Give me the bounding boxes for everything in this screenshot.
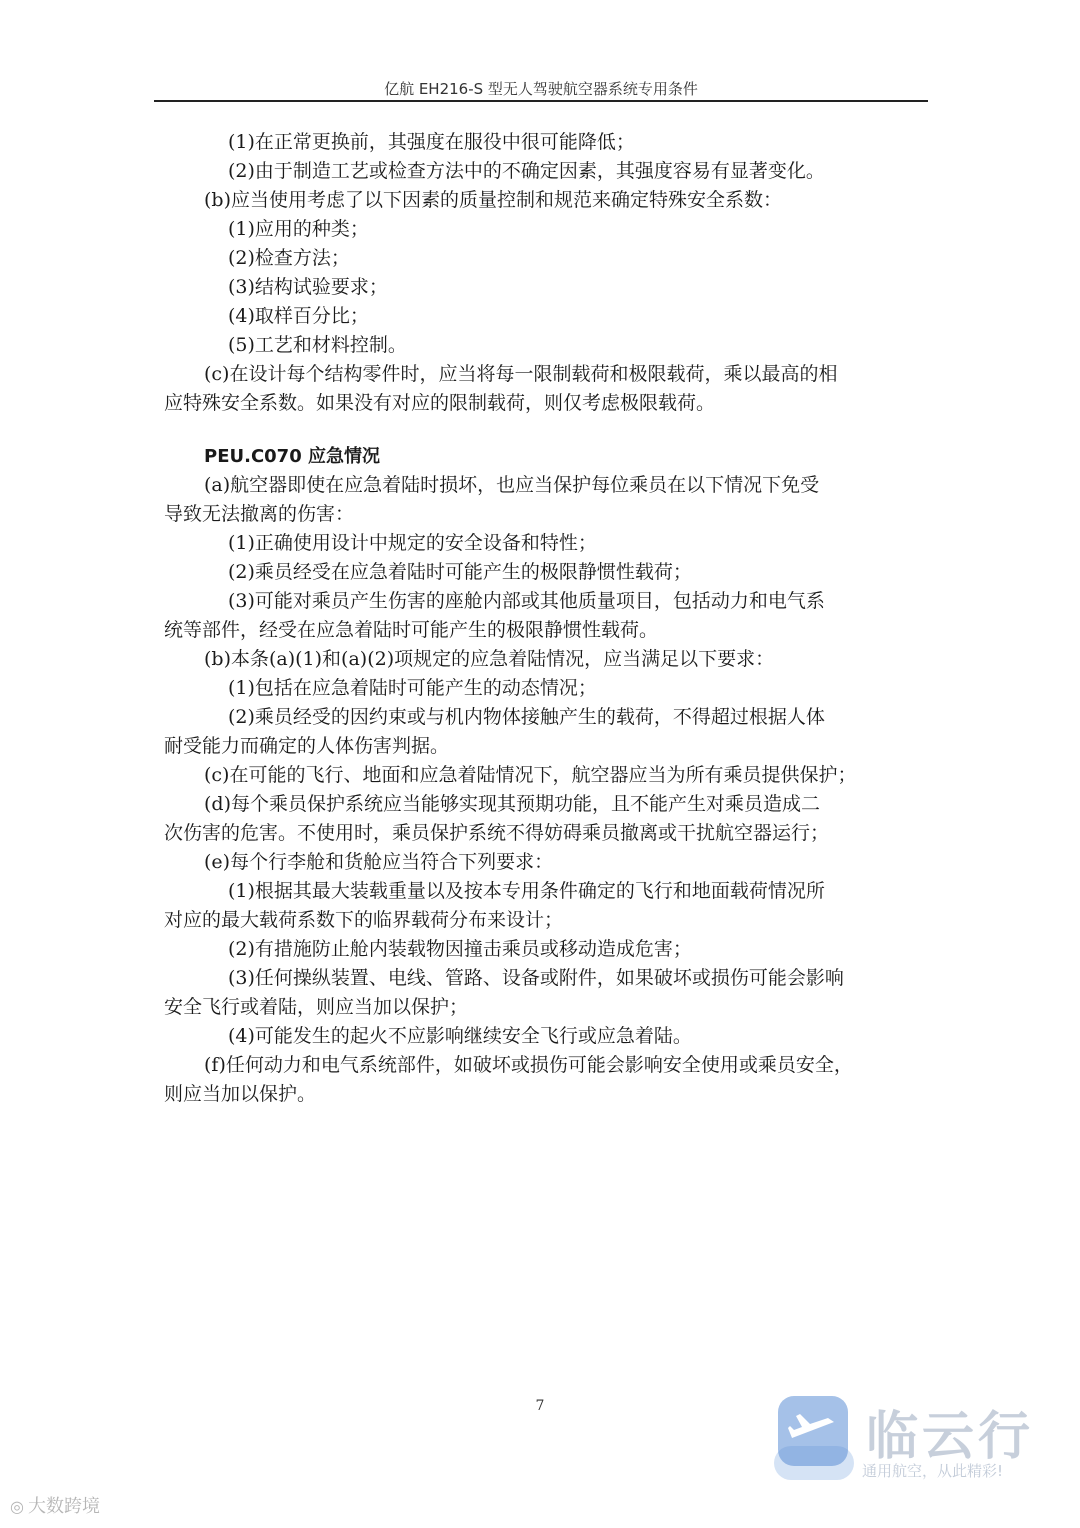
clause-line: 则应当加以保护。 (164, 1083, 317, 1105)
brand-tagline: 通用航空，从此精彩! (862, 1462, 1004, 1480)
document-body (164, 128, 924, 1109)
clause-line: 应特殊安全系数。如果没有对应的限制载荷，则仅考虑极限载荷。 (164, 392, 716, 414)
clause-line: (1)根据其最大装载重量以及按本专用条件确定的飞行和地面载荷情况所 (228, 880, 825, 902)
clause-line: 导致无法撤离的伤害： (164, 503, 355, 525)
clause-line: (2)乘员经受在应急着陆时可能产生的极限静惯性载荷； (228, 561, 692, 583)
clause-line: (3)可能对乘员产生伤害的座舱内部或其他质量项目，包括动力和电气系 (228, 590, 825, 612)
clause-line: (f)任何动力和电气系统部件，如破坏或损伤可能会影响安全使用或乘员安全， (204, 1054, 853, 1076)
clause-line: (3)结构试验要求； (228, 276, 388, 298)
clause-line: (c)在可能的飞行、地面和应急着陆情况下，航空器应当为所有乘员提供保护； (204, 764, 857, 786)
header-divider (154, 100, 928, 102)
clause-line: (1)正确使用设计中规定的安全设备和特性； (228, 532, 597, 554)
clause-line: (2)乘员经受的因约束或与机内物体接触产生的载荷，不得超过根据人体 (228, 706, 825, 728)
brand-name: 临云行 (866, 1407, 1035, 1467)
clause-line: 对应的最大载荷系数下的临界载荷分布来设计； (164, 909, 564, 931)
clause-line: 次伤害的危害。不使用时，乘员保护系统不得妨碍乘员撤离或干扰航空器运行； (164, 822, 830, 844)
section-title: PEU.C070 应急情况 (204, 446, 380, 467)
clause-line: (5)工艺和材料控制。 (228, 334, 407, 356)
watermark-text: 大数跨境 (27, 1496, 100, 1517)
weibo-icon: ◎ (10, 1497, 24, 1516)
section-gap (164, 418, 924, 442)
clause-line: (1)应用的种类； (228, 218, 369, 240)
page-number: 7 (535, 1398, 545, 1414)
clause-line: (b)应当使用考虑了以下因素的质量控制和规范来确定特殊安全系数： (204, 189, 782, 211)
brand-logo (778, 1396, 848, 1466)
clause-line: (1)在正常更换前，其强度在服役中很可能降低； (228, 131, 635, 153)
clause-line: (4)取样百分比； (228, 305, 369, 327)
clause-line: (2)检查方法； (228, 247, 350, 269)
clause-line: (c)在设计每个结构零件时，应当将每一限制载荷和极限载荷，乘以最高的相 (204, 363, 838, 385)
source-watermark (10, 1492, 100, 1518)
clause-line: (2)由于制造工艺或检查方法中的不确定因素，其强度容易有显著变化。 (228, 160, 825, 182)
page-header: 亿航 EH216-S 型无人驾驶航空器系统专用条件 (384, 80, 698, 98)
clause-line: (4)可能发生的起火不应影响继续安全飞行或应急着陆。 (228, 1025, 692, 1047)
clause-line: 统等部件，经受在应急着陆时可能产生的极限静惯性载荷。 (164, 619, 659, 641)
clause-line: 安全飞行或着陆，则应当加以保护； (164, 996, 469, 1018)
brand-watermark (778, 1394, 1068, 1488)
clause-line: (d)每个乘员保护系统应当能够实现其预期功能，且不能产生对乘员造成二 (204, 793, 820, 815)
clause-line: (a)航空器即使在应急着陆时损坏，也应当保护每位乘员在以下情况下免受 (204, 474, 820, 496)
clause-line: (3)任何操纵装置、电线、管路、设备或附件，如果破坏或损伤可能会影响 (228, 967, 844, 989)
clause-line: 耐受能力而确定的人体伤害判据。 (164, 735, 450, 757)
airplane-icon (788, 1408, 838, 1452)
clause-line: (e)每个行李舱和货舱应当符合下列要求： (204, 851, 554, 873)
clause-line: (b)本条(a)(1)和(a)(2)项规定的应急着陆情况，应当满足以下要求： (204, 648, 775, 670)
clause-line: (1)包括在应急着陆时可能产生的动态情况； (228, 677, 597, 699)
clause-line: (2)有措施防止舱内装载物因撞击乘员或移动造成危害； (228, 938, 692, 960)
